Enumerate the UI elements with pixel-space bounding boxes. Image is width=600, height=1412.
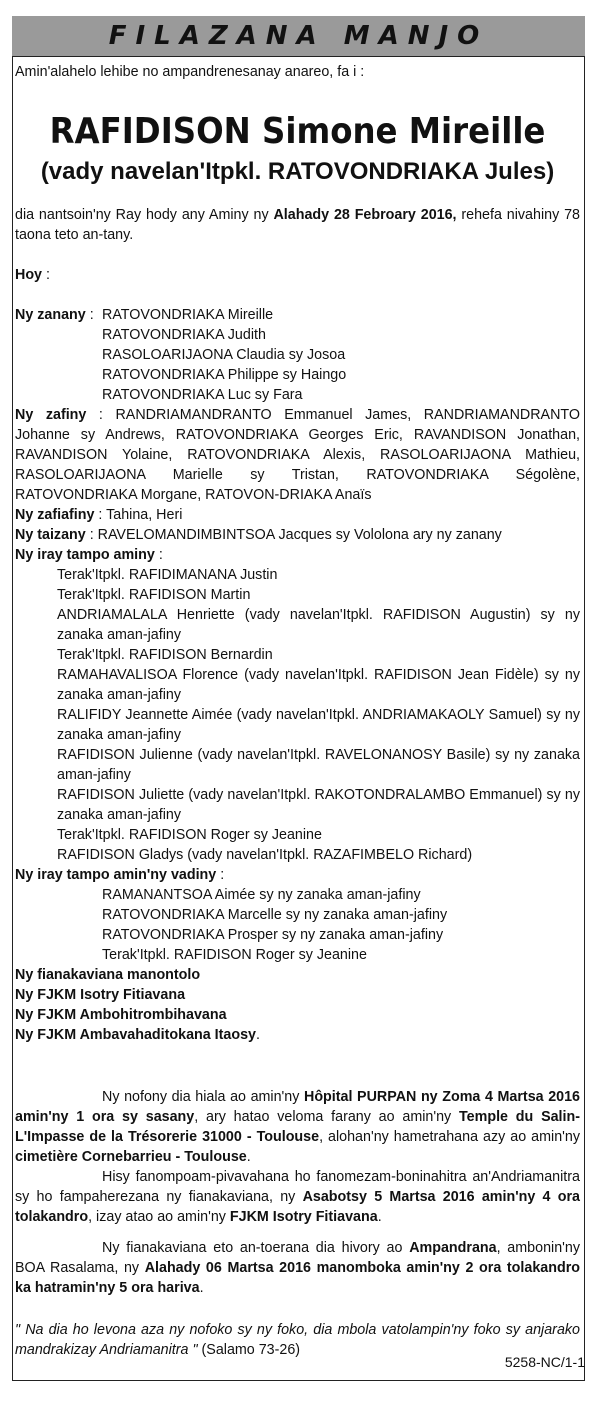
list-item: ANDRIAMALALA Henriette (vady navelan'Itpkl. RAFIDISON Augustin) sy ny zanaka aman-jafiny [57, 607, 580, 643]
tampo-vadiny-heading: Ny iray tampo amin'ny vadiny : [15, 867, 225, 883]
zafiny-section: Ny zafiny : RANDRIAMANDRANTO Emmanuel James, RANDRIAMANDRANTO Johanne sy Andrews, RATOVONDRIAKA Georges Eric, RAVANDISON Jonathan, RAVANDISON Yolaine, RATOVONDRIAKA Alexis, RASOLOARIJAONA Mathieu, RASOLOARIJAONA Marielle sy Tristan, RATOVONDRIAKA Ségolène, RATOVONDRIAKA Morgane, RATOVON-DRIAKA Anaïs [15, 407, 581, 503]
list-item: RATOVONDRIAKA Luc sy Fara [102, 387, 303, 403]
list-item: Terak'Itpkl. RAFIDISON Bernardin [57, 647, 273, 663]
hoy-line: Hoy : [15, 267, 50, 283]
death-announcement: dia nantsoin'ny Ray hody any Aminy ny Alahady 28 Febroary 2016, rehefa nivahiny 78 taona teto an-tany. [15, 207, 580, 243]
list-item: Terak'Itpkl. RAFIDISON Martin [57, 587, 251, 603]
list-item: RATOVONDRIAKA Philippe sy Haingo [102, 367, 347, 383]
death-date: Alahady 28 Febroary 2016, [273, 207, 457, 223]
zafiny-label: Ny zafiny [15, 407, 87, 423]
tampo-vadiny-list [102, 885, 580, 965]
deceased-subtitle: (vady navelan'Itpkl. RATOVONDRIAKA Jules) [40, 158, 555, 185]
list-item: RAFIDISON Gladys (vady navelan'Itpkl. RAZAFIMBELO Richard) [57, 847, 473, 863]
list-item: Terak'Itpkl. RAFIDIMANANA Justin [57, 567, 278, 583]
tampo-aminy-list [57, 565, 580, 865]
list-item: RAFIDISON Julienne (vady navelan'Itpkl. RAVELONANOSY Basile) sy ny zanaka aman-jafiny [57, 747, 580, 783]
list-item: RATOVONDRIAKA Prosper sy ny zanaka aman-jafiny [102, 927, 444, 943]
intro-text: Amin'alahelo lehibe no ampandrenesanay anareo, fa i : [15, 64, 365, 80]
org-fianakaviana: Ny fianakaviana manontolo [15, 967, 201, 983]
zanany-label: Ny zanany [15, 307, 86, 323]
zanany-section: Ny zanany : RATOVONDRIAKA Mireille RATOVONDRIAKA Judith RASOLOARIJAONA Claudia sy Josoa RATOVONDRIAKA Philippe sy Haingo RATOVONDRIAKA Luc sy Fara [15, 307, 347, 403]
service-paragraph: Hisy fanompoam-pivavahana ho fanomezam-boninahitra an'Andriamanitra sy ho fampaherezana ny fianakaviana, ny Asabotsy 5 Martsa 2016 amin'ny 4 ora tolakandro, izay atao ao amin'ny FJKM Isotry Fitiavana. [15, 1169, 580, 1225]
list-item: Terak'Itpkl. RAFIDISON Roger sy Jeanine [102, 947, 367, 963]
org-ambavahaditokana: Ny FJKM Ambavahaditokana Itaosy. [15, 1027, 260, 1043]
list-item: RATOVONDRIAKA Marcelle sy ny zanaka aman-jafiny [102, 907, 448, 923]
header-title: FILAZANA MANJO [108, 21, 489, 51]
org-ambohitrombihavana: Ny FJKM Ambohitrombihavana [15, 1007, 227, 1023]
list-item: RAMAHAVALISOA Florence (vady navelan'Itpkl. RAFIDISON Jean Fidèle) sy ny zanaka aman-jafiny [57, 667, 580, 703]
taizany-label: Ny taizany [15, 527, 86, 543]
zafiafiny-label: Ny zafiafiny [15, 507, 95, 523]
deceased-name: RAFIDISON Simone Mireille [49, 111, 546, 152]
tampo-aminy-heading: Ny iray tampo aminy : [15, 547, 163, 563]
gathering-paragraph: Ny fianakaviana eto an-toerana dia hivory ao Ampandrana, ambonin'ny BOA Rasalama, ny Alahady 06 Martsa 2016 manomboka amin'ny 2 ora tolakandro ka hatramin'ny 5 ora hariva. [15, 1240, 580, 1296]
list-item: RAMANANTSOA Aimée sy ny zanaka aman-jafiny [102, 887, 421, 903]
quote-reference: (Salamo 73-26) [197, 1342, 301, 1358]
header-banner [12, 16, 585, 56]
list-item: RAFIDISON Juliette (vady navelan'Itpkl. RAKOTONDRALAMBO Emmanuel) sy ny zanaka aman-jafiny [57, 787, 580, 823]
org-isotry: Ny FJKM Isotry Fitiavana [15, 987, 186, 1003]
list-item: RALIFIDY Jeannette Aimée (vady navelan'Itpkl. ANDRIAMAKAOLY Samuel) sy ny zanaka aman-jafiny [57, 707, 580, 743]
reference-code: 5258-NC/1-1 [504, 1354, 585, 1370]
burial-paragraph: Ny nofony dia hiala ao amin'ny Hôpital PURPAN ny Zoma 4 Martsa 2016 amin'ny 1 ora sy sasany, ary hatao veloma farany ao amin'ny Temple du Salin-L'Impasse de la Trésorerie 31000 - Toulouse, alohan'ny hametrahana azy ao amin'ny cimetière Cornebarrieu - Toulouse. [15, 1089, 580, 1165]
list-item: RATOVONDRIAKA Mireille [102, 307, 274, 323]
list-item: RASOLOARIJAONA Claudia sy Josoa [102, 347, 346, 363]
taizany-section: Ny taizany : RAVELOMANDIMBINTSOA Jacques sy Vololona ary ny zanany [15, 527, 502, 543]
notice-content [15, 62, 580, 1360]
list-item: Terak'Itpkl. RAFIDISON Roger sy Jeanine [57, 827, 322, 843]
list-item: RATOVONDRIAKA Judith [102, 327, 266, 343]
bible-quote: " Na dia ho levona aza ny nofoko sy ny foko, dia mbola vatolampin'ny foko sy anjarako mandrakizay Andriamanitra " (Salamo 73-26) [15, 1322, 580, 1358]
zafiafiny-section: Ny zafiafiny : Tahina, Heri [15, 507, 183, 523]
